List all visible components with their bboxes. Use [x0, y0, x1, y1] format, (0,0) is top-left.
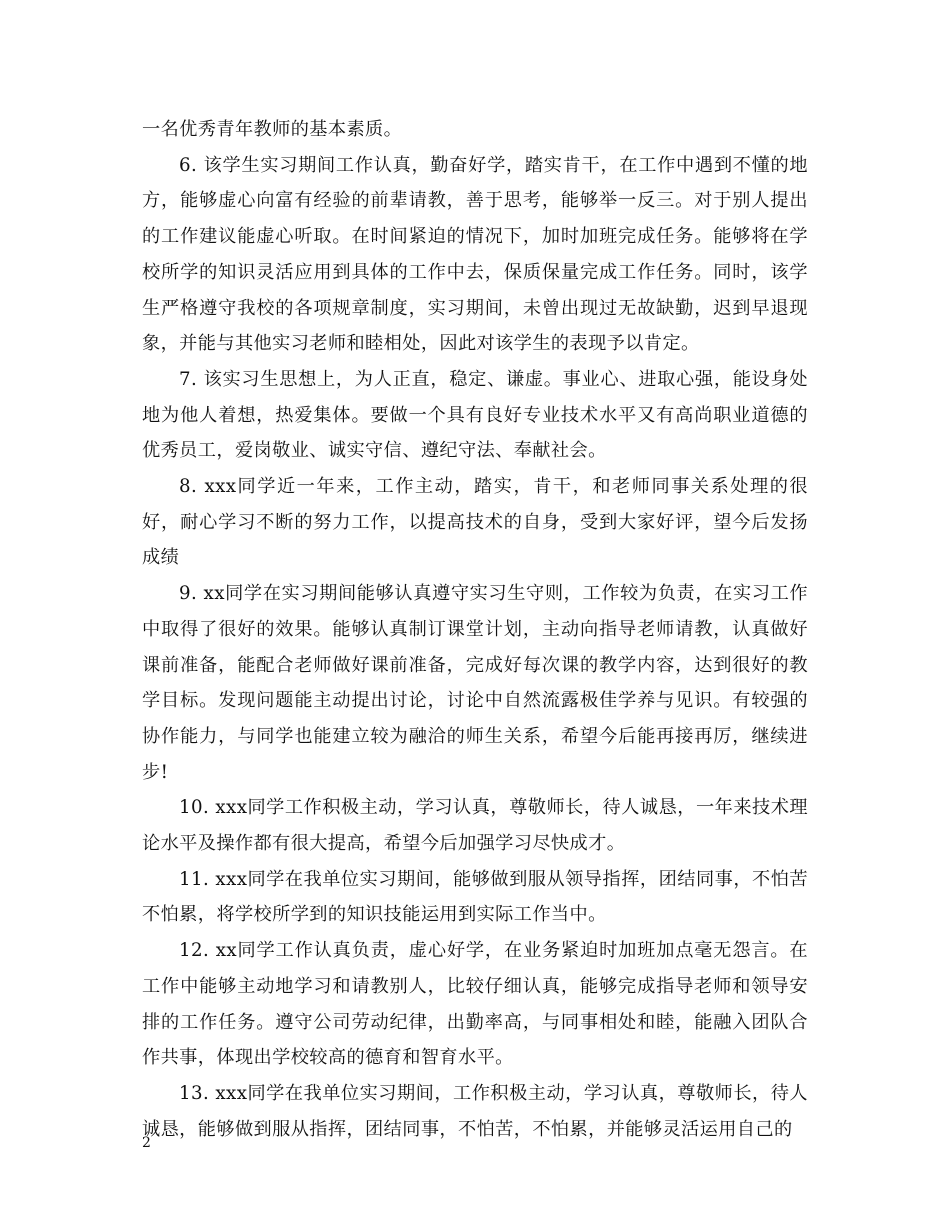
paragraph-item-12: 12. xx同学工作认真负责，虚心好学，在业务紧迫时加班加点毫无怨言。在工作中能够主动地学习和请教别人，比较仔细认真，能够完成指导老师和领导安排的工作任务。遵守公司劳动纪律，出勤率高，与同事相处和睦，能融入团队合作共事，体现出学校较高的德育和智育水平。: [142, 940, 808, 1069]
paragraph-item-11: 11. xxx同学在我单位实习期间，能够做到服从领导指挥，团结同事，不怕苦不怕累，将学校所学到的知识技能运用到实际工作当中。: [142, 868, 808, 926]
document-body: [142, 112, 808, 1147]
paragraph-item-7: 7. 该实习生思想上，为人正直，稳定、谦虚。事业心、进取心强，能设身处地为他人着想，热爱集体。要做一个具有良好专业技术水平又有高尚职业道德的优秀员工，爱岗敬业、诚实守信、遵纪守法、奉献社会。: [142, 368, 808, 462]
paragraph-item-6: 6. 该学生实习期间工作认真，勤奋好学，踏实肯干，在工作中遇到不懂的地方，能够虚心向富有经验的前辈请教，善于思考，能够举一反三。对于别人提出的工作建议能虚心听取。在时间紧迫的情况下，加时加班完成任务。能够将在学校所学的知识灵活应用到具体的工作中去，保质保量完成工作任务。同时，该学生严格遵守我校的各项规章制度，实习期间，未曾出现过无故缺勤，迟到早退现象，并能与其他实习老师和睦相处，因此对该学生的表现予以肯定。: [142, 154, 808, 355]
page-number: 2: [142, 1135, 151, 1151]
paragraph-item-13: 13. xxx同学在我单位实习期间，工作积极主动，学习认真，尊敬师长，待人诚恳，能够做到服从指挥，团结同事，不怕苦，不怕累，并能够灵活运用自己的: [142, 1082, 808, 1140]
paragraph-item-8: 8. xxx同学近一年来，工作主动，踏实，肯干，和老师同事关系处理的很好，耐心学习不断的努力工作，以提高技术的自身，受到大家好评，望今后发扬成绩: [142, 476, 808, 569]
paragraph-continuation: 一名优秀青年教师的基本素质。: [142, 119, 403, 140]
paragraph-item-9: 9. xx同学在实习期间能够认真遵守实习生守则，工作较为负责，在实习工作中取得了很好的效果。能够认真制订课堂计划，主动向指导老师请教，认真做好课前准备，能配合老师做好课前准备，完成好每次课的教学内容，达到很好的教学目标。发现问题能主动提出讨论，讨论中自然流露极佳学养与见识。有较强的协作能力，与同学也能建立较为融洽的师生关系，希望今后能再接再厉，继续进步!: [142, 583, 808, 783]
paragraph-item-10: 10. xxx同学工作积极主动，学习认真，尊敬师长，待人诚恳，一年来技术理论水平及操作都有很大提高，希望今后加强学习尽快成才。: [142, 797, 808, 855]
